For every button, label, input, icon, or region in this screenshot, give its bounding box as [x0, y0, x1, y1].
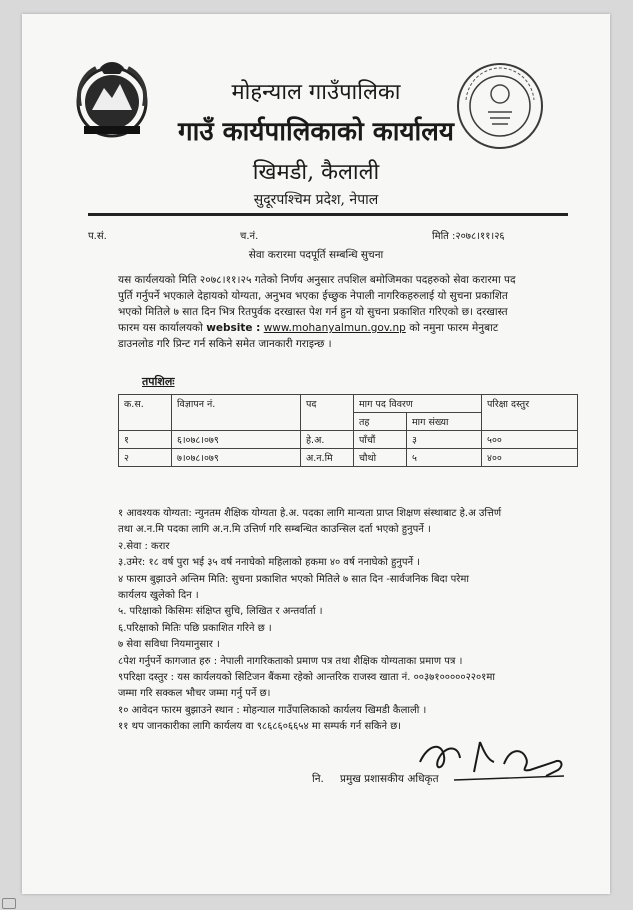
list-item: जम्मा गरि सक्कल भौचर जम्मा गर्नु पर्ने छ। [118, 688, 271, 700]
list-item: ५. परिक्षाको किसिमः संक्षिप्त सुचि, लिखित र अन्तर्वार्ता । [118, 606, 323, 618]
details-heading: तपशिलः [142, 375, 175, 388]
header-fee: परिक्षा दस्तुर [482, 395, 578, 431]
list-item: कार्यलय खुलेको दिन । [118, 590, 199, 602]
header-sn: क.स. [119, 395, 172, 431]
list-item: ८पेश गर्नुपर्ने कागजात हरु : नेपाली नागरिकताको प्रमाण पत्र तथा शैक्षिक योग्यताका प्रमाण पत्र । [118, 655, 463, 667]
website-label: website : [206, 322, 261, 334]
vacancy-table [118, 394, 578, 467]
list-item: ३.उमेर: १८ वर्ष पुरा भई ३५ वर्ष ननाघेको महिलाको हकमा ४० वर्ष ननाघेको हुनुपर्ने । [118, 557, 421, 569]
dispatch-number-label: च.नं. [240, 231, 259, 242]
website-link[interactable]: www.mohanyalmun.gov.np [263, 322, 406, 334]
intro-paragraph: यस कार्यलयको मिति २०७८।११।२५ गतेको निर्णय अनुसार तपशिल बमोजिमका पदहरुको सेवा करारमा पद पुर्ति गर्नुपर्ने भएकाले देहायको योग्यता, अनुभव भएका ईच्छुक नेपाली नागरिकहरुलाई यो सुचना प्रकाशित भएको मितिले ७ सात दिन भित्र रितपुर्वक दरखास्त पेश गर्न हुन यो सुचना प्रकाशित गरिएको छ। दरखास्त फारम यस कार्यालयको website : www.mohanyalmun.gov.np को नमुना फारम मेनुबाट डाउनलोड गरि प्रिन्ट गर्न सकिने समेत जानकारी गराइन्छ । [118, 274, 516, 350]
office-province: सुदूरपश्चिम प्रदेश, नेपाल [253, 192, 379, 208]
table-header-row [119, 395, 578, 413]
list-item: ९परिक्षा दस्तुर : यस कार्यलयको सिटिजन बैंकमा रहेको आन्तरिक राजस्व खाता नं. ००३७१०००००२२०१मा [118, 672, 495, 684]
header-post: पद [301, 395, 354, 431]
office-title: गाउँ कार्यपालिकाको कार्यालय [178, 117, 454, 147]
signatory-title: प्रमुख प्रशासकीय अधिकृत [340, 773, 439, 785]
table-row: १ ६।०७८।०७९ हे.अ. पाँचौं ३ ५०० [119, 431, 578, 449]
list-item: ७ सेवा सविधा नियमानुसार । [118, 639, 220, 651]
header-divider [88, 213, 568, 216]
notice-page [22, 14, 610, 894]
corner-icon [2, 898, 16, 909]
list-item: ११ थप जानकारीका लागि कार्यलय वा ९८६८६०६६५४ मा सम्पर्क गर्न सकिने छ। [118, 721, 402, 733]
list-item: १० आवेदन फारम बुझाउने स्थान : मोहन्याल गाउँपालिकाको कार्यलय खिमडी कैलाली । [118, 704, 427, 716]
office-name: मोहन्याल गाउँपालिका [231, 80, 401, 105]
notice-date: मिति :२०७८।११।२६ [432, 231, 505, 242]
requirements-list [118, 506, 588, 736]
notice-title: सेवा करारमा पदपूर्ति सम्बन्धि सुचना [248, 249, 384, 261]
signatory-prefix: नि. [312, 773, 324, 785]
table-row: २ ७।०७८।०७९ अ.न.मि चौथो ५ ४०० [119, 449, 578, 467]
header-advert: विज्ञापन नं. [172, 395, 301, 431]
reference-number-label: प.सं. [88, 231, 107, 242]
list-item: १ आवश्यक योग्यता: न्युनतम शैक्षिक योग्यता हे.अ. पदका लागि मान्यता प्राप्त शिक्षण संस्थाबाट हे.अ उत्तिर्ण [118, 508, 502, 519]
header-count: माग संख्या [407, 413, 482, 431]
list-item: ६.परिक्षाको मितिः पछि प्रकाशित गरिने छ । [118, 622, 272, 634]
list-item: तथा अ.न.मि पदका लागि अ.न.मि उत्तिर्ण गरि सम्बन्धित काउन्सिल दर्ता भएको हुनुपर्ने । [118, 524, 431, 536]
list-item: ४ फारम बुझाउने अन्तिम मिति: सुचना प्रकाशित भएको मितिले ७ सात दिन -सार्वजनिक बिदा परेमा [118, 573, 469, 585]
header-demand: माग पद विवरण [354, 395, 482, 413]
header-level: तह [354, 413, 407, 431]
office-location: खिमडी, कैलाली [252, 160, 380, 185]
list-item: २.सेवा : करार [118, 540, 170, 552]
